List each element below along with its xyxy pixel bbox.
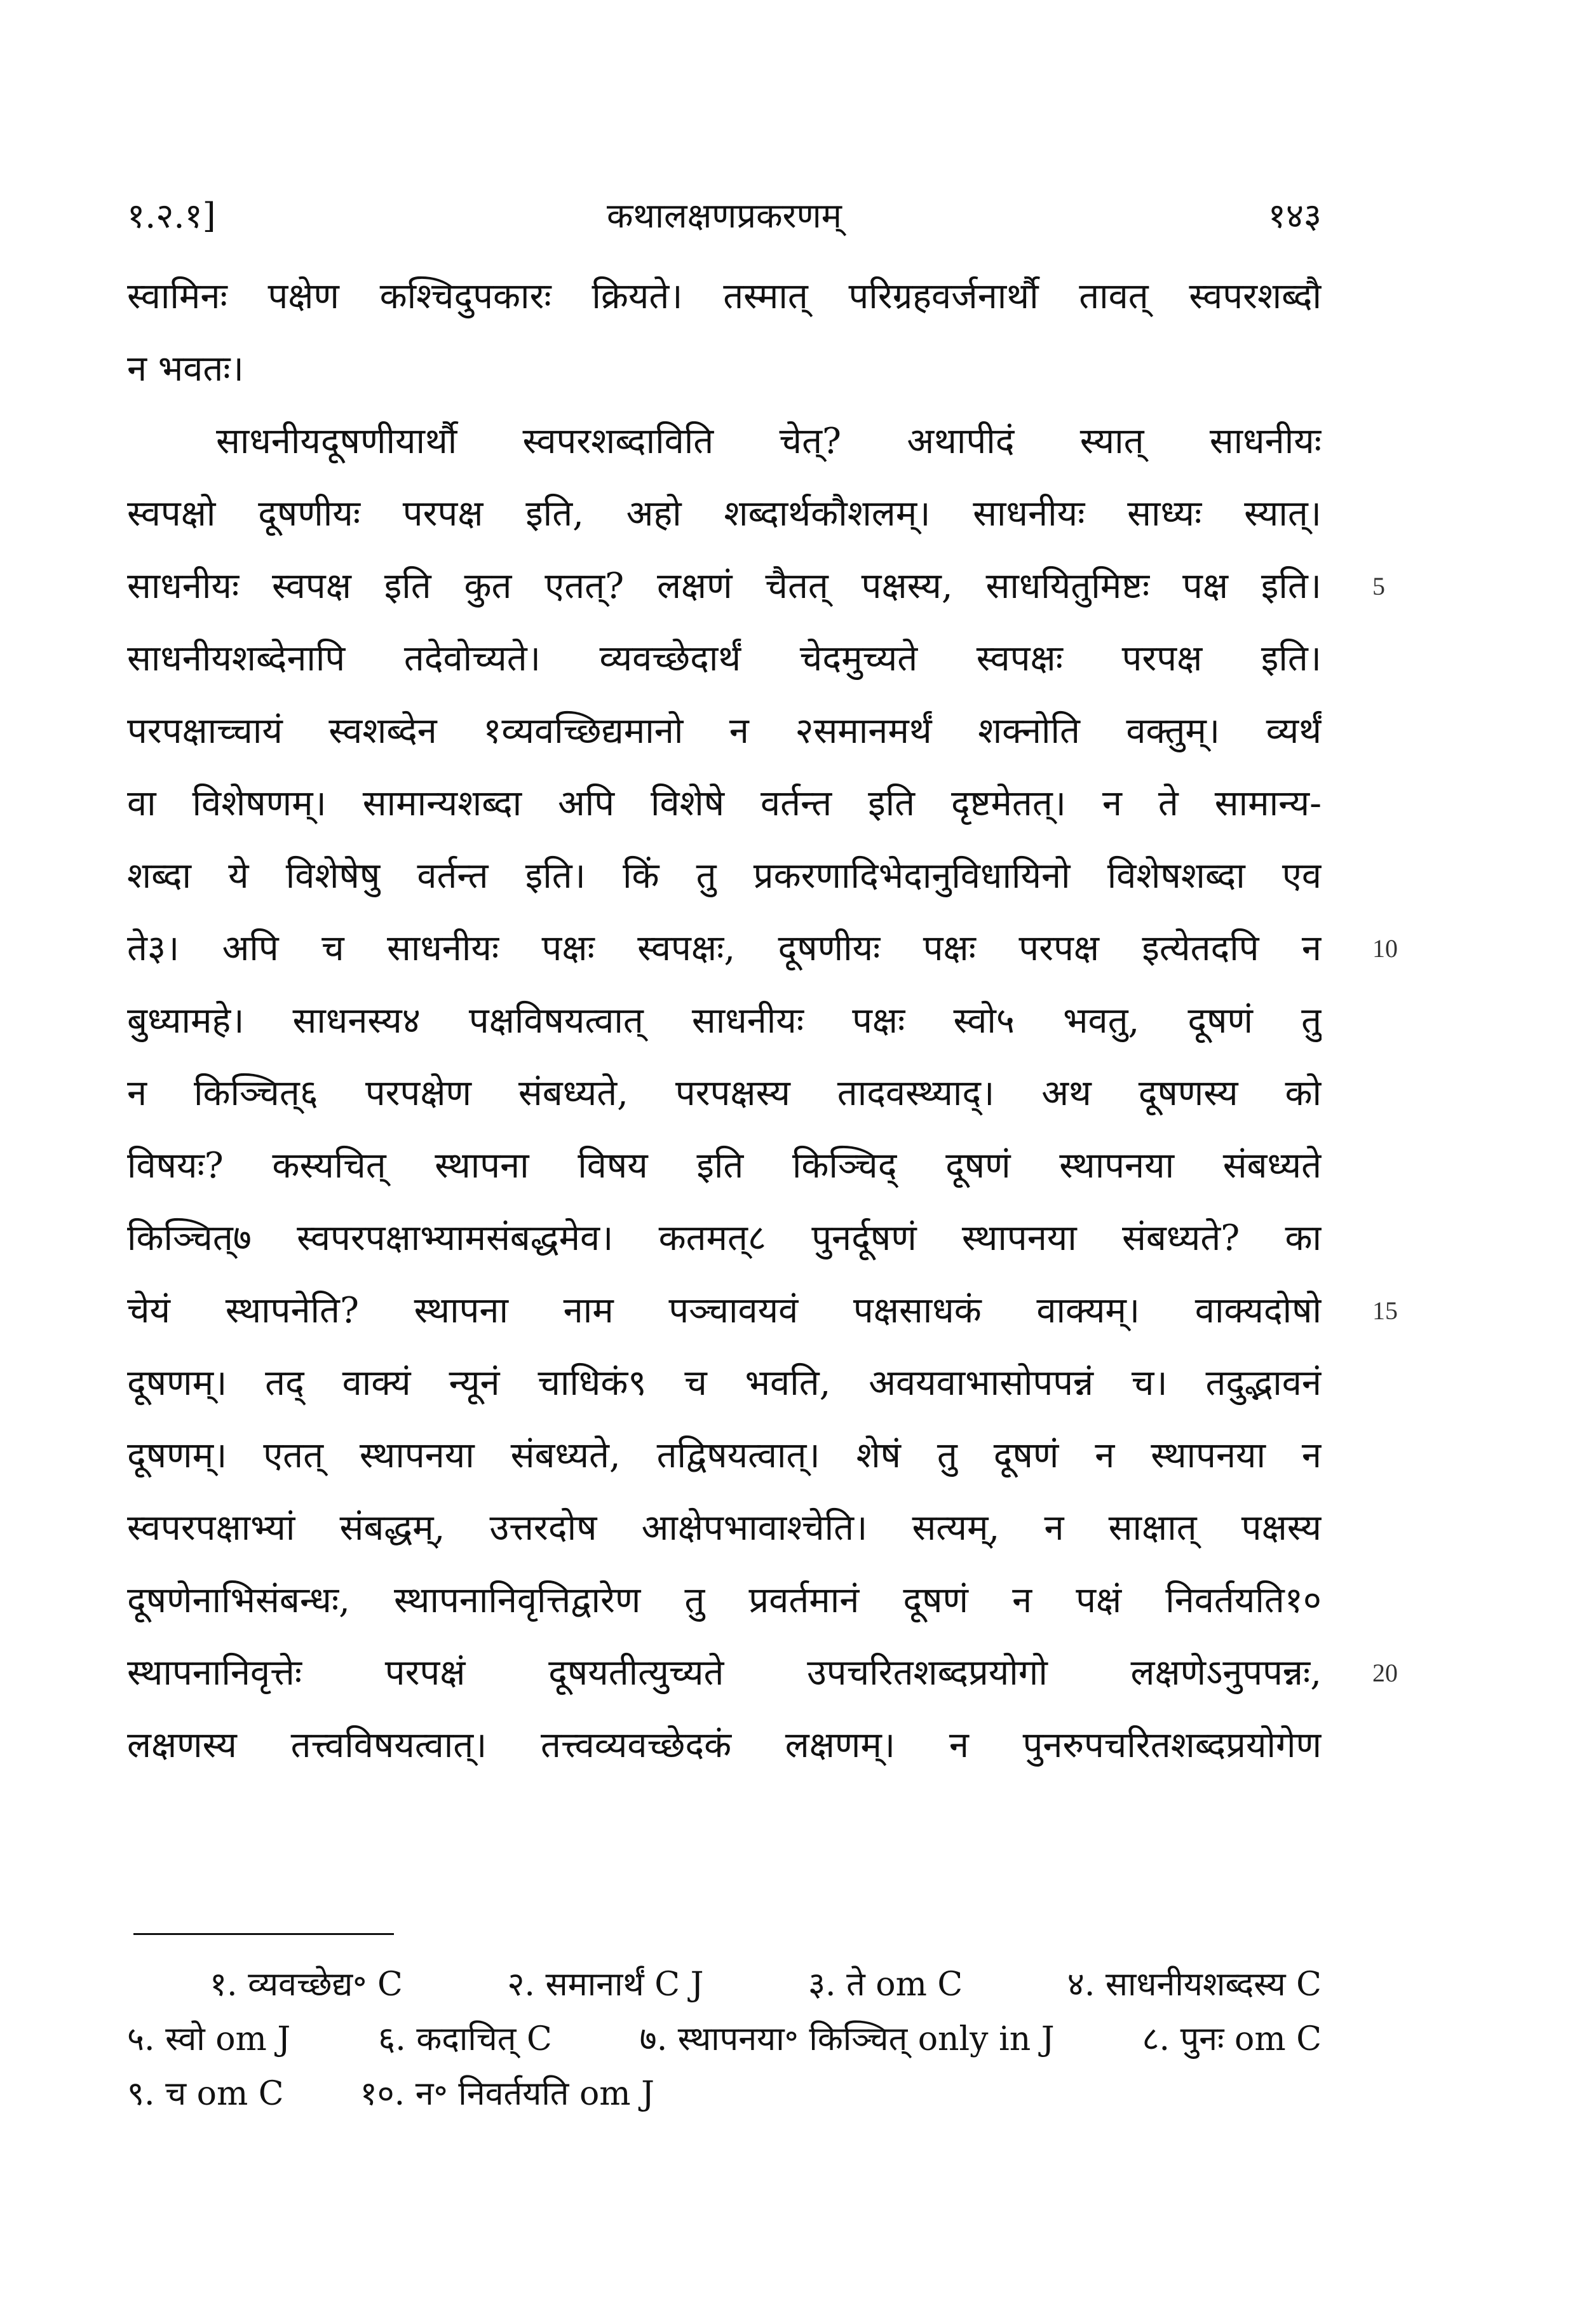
- text-line: स्वपरपक्षाभ्यां संबद्धम्, उत्तरदोष आक्षेपभावाश्चेति। सत्यम्, न साक्षात् पक्षस्य: [127, 1507, 1322, 1549]
- text-line: साधनीयशब्देनापि तदेवोच्यते। व्यवच्छेदार्थं चेदमुच्यते स्वपक्षः परपक्ष इति।: [127, 638, 1322, 679]
- text-line: स्थापनानिवृत्तेः परपक्षं दूषयतीत्युच्यते उपचरितशब्दप्रयोगो लक्षणेऽनुपपन्नः,: [127, 1652, 1322, 1694]
- footnote-row: [127, 2012, 1322, 2067]
- text-line: साधनीयदूषणीयार्थौ स्वपरशब्दाविति चेत्? अथापीदं स्यात् साधनीयः: [216, 421, 1322, 462]
- line-number: 20: [1372, 1659, 1398, 1687]
- footnote: १. व्यवच्छेद्य॰ C: [210, 1966, 403, 2004]
- line-number: 5: [1372, 572, 1385, 601]
- footnotes: [127, 1957, 1322, 2121]
- line-number: 10: [1372, 934, 1398, 963]
- main-text: [127, 261, 1322, 1782]
- text-line: दूषणेनाभिसंबन्धः, स्थापनानिवृत्तिद्वारेण तु प्रवर्तमानं दूषणं न पक्षं निवर्तयति१०: [127, 1580, 1322, 1621]
- text-line: परपक्षाच्चायं स्वशब्देन १व्यवच्छिद्यमानो न २समानमर्थं शक्नोति वक्तुम्। व्यर्थं: [127, 710, 1322, 752]
- text-line: किञ्चित्७ स्वपरपक्षाभ्यामसंबद्धमेव। कतमत्८ पुनर्दूषणं स्थापनया संबध्यते? का: [127, 1218, 1322, 1259]
- text-line: विषयः? कस्यचित् स्थापना विषय इति किञ्चिद् दूषणं स्थापनया संबध्यते: [127, 1145, 1322, 1186]
- running-title: कथालक्षणप्रकरणम्: [607, 196, 842, 236]
- footnote-row: [127, 2067, 1322, 2121]
- text-line: दूषणम्। एतत् स्थापनया संबध्यते, तद्विषयत्वात्। शेषं तु दूषणं न स्थापनया न: [127, 1435, 1322, 1476]
- text-line: साधनीयः स्वपक्ष इति कुत एतत्? लक्षणं चैतत् पक्षस्य, साधयितुमिष्टः पक्ष इति।: [127, 566, 1322, 607]
- text-line: स्वामिनः पक्षेण कश्चिदुपकारः क्रियते। तस्मात् परिग्रहवर्जनार्थौ तावत् स्वपरशब्दौ: [127, 276, 1322, 317]
- footnote-rule: [133, 1933, 394, 1935]
- text-line: वा विशेषणम्। सामान्यशब्दा अपि विशेषे वर्तन्त इति दृष्टमेतत्। न ते सामान्य-: [127, 783, 1322, 824]
- page-number: १४३: [1268, 196, 1322, 236]
- footnote: ६. कदाचित् C: [378, 2020, 552, 2058]
- line-number: 15: [1372, 1296, 1398, 1325]
- text-line: स्वपक्षो दूषणीयः परपक्ष इति, अहो शब्दार्थकौशलम्। साधनीयः साध्यः स्यात्।: [127, 493, 1322, 534]
- footnote: ९. च om C: [127, 2075, 284, 2113]
- footnote: ३. ते om C: [808, 1966, 963, 2004]
- footnote: १०. न॰ निवर्तयति om J: [360, 2075, 654, 2113]
- text-line: शब्दा ये विशेषेषु वर्तन्त इति। किं तु प्रकरणादिभेदानुविधायिनो विशेषशब्दा एव: [127, 855, 1322, 897]
- text-line: न किञ्चित्६ परपक्षेण संबध्यते, परपक्षस्य तादवस्थ्याद्। अथ दूषणस्य को: [127, 1073, 1322, 1114]
- footnote: ८. पुनः om C: [1142, 2020, 1322, 2058]
- footnote: २. समानार्थं C J: [507, 1966, 704, 2004]
- footnote: ७. स्थापनया॰ किञ्चित् only in J: [639, 2020, 1055, 2058]
- text-line: न भवतः।: [127, 348, 244, 390]
- footnote: ४. साधनीयशब्दस्य C: [1067, 1966, 1322, 2004]
- text-line: चेयं स्थापनेति? स्थापना नाम पञ्चावयवं पक्षसाधकं वाक्यम्। वाक्यदोषो: [127, 1290, 1322, 1331]
- footnote: ५. स्वो om J: [127, 2020, 291, 2058]
- text-line: ते३। अपि च साधनीयः पक्षः स्वपक्षः, दूषणीयः पक्षः परपक्ष इत्येतदपि न: [127, 928, 1322, 969]
- text-line: दूषणम्। तद् वाक्यं न्यूनं चाधिकं९ च भवति, अवयवाभासोपपन्नं च। तदुद्भावनं: [127, 1362, 1322, 1404]
- section-number: १.२.१]: [127, 196, 216, 236]
- footnote-row: [127, 1957, 1322, 2012]
- text-line: बुध्यामहे। साधनस्य४ पक्षविषयत्वात् साधनीयः पक्षः स्वो५ भवतु, दूषणं तु: [127, 1000, 1322, 1042]
- text-line: लक्षणस्य तत्त्वविषयत्वात्। तत्त्वव्यवच्छेदकं लक्षणम्। न पुनरुपचरितशब्दप्रयोगेण: [127, 1725, 1322, 1766]
- page-header: [127, 191, 1322, 241]
